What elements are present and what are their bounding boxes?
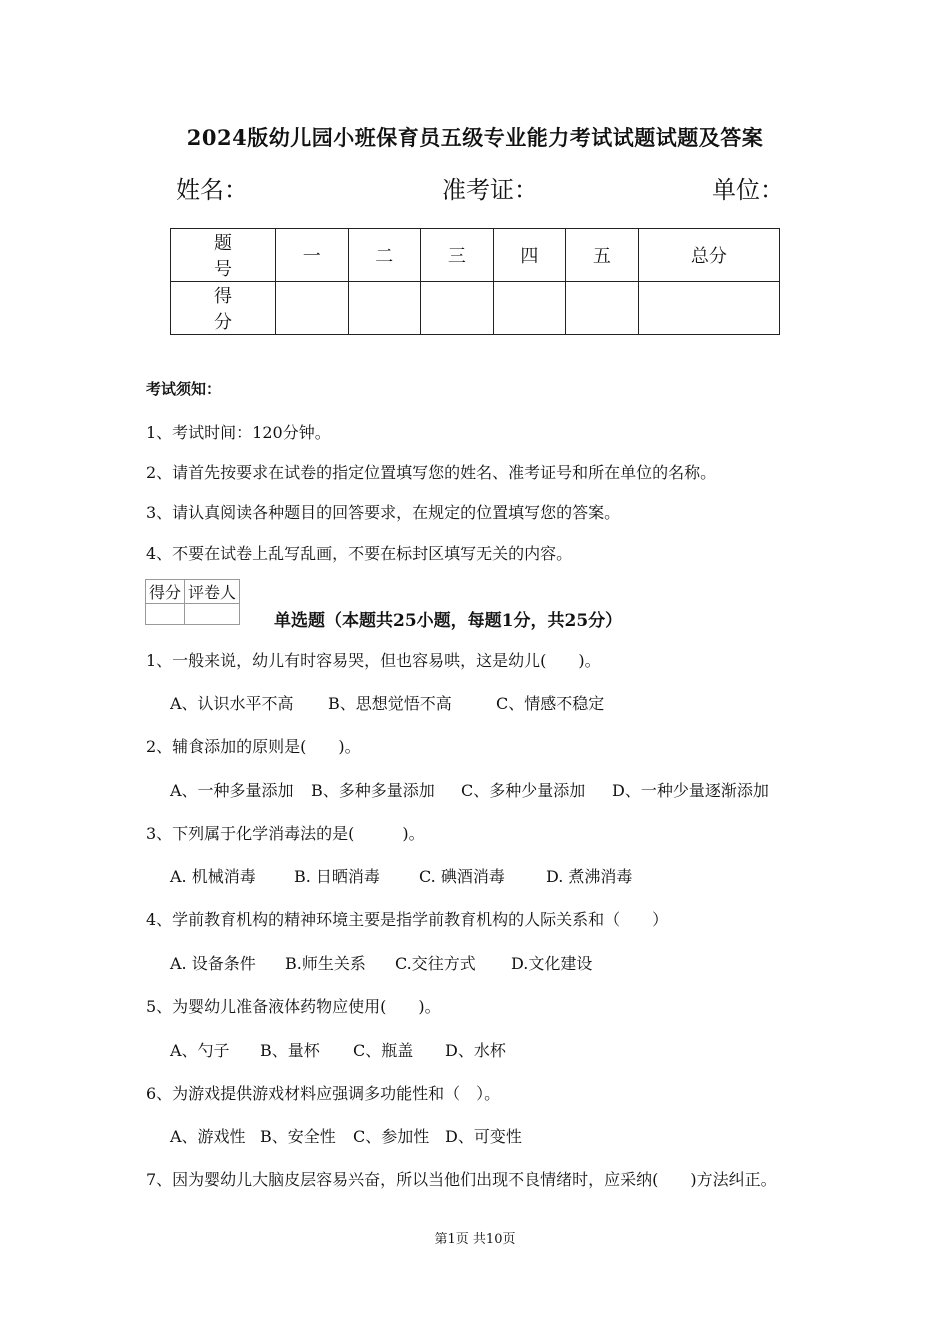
score-cell-2[interactable] <box>348 282 421 335</box>
notice-item: 3、请认真阅读各种题目的回答要求，在规定的位置填写您的答案。 <box>146 503 621 522</box>
option[interactable]: B、量杯 <box>260 1041 320 1060</box>
option[interactable]: A、认识水平不高 <box>170 694 294 713</box>
option[interactable]: B、安全性 <box>260 1127 336 1146</box>
option[interactable]: A、一种多量添加 <box>170 781 294 800</box>
score-cell-3[interactable] <box>421 282 494 335</box>
option[interactable]: A、勺子 <box>170 1041 230 1060</box>
question-options <box>170 864 632 887</box>
option[interactable]: C、瓶盖 <box>353 1041 414 1060</box>
notice-item: 1、考试时间：120分钟。 <box>146 423 331 442</box>
score-header-1: 一 <box>276 229 349 282</box>
option[interactable]: D.文化建设 <box>511 954 593 973</box>
score-header-total: 总分 <box>638 229 779 282</box>
question-text: 6、为游戏提供游戏材料应强调多功能性和（ ）。 <box>146 1084 501 1103</box>
option[interactable]: C、情感不稳定 <box>496 694 605 713</box>
option[interactable]: D. 煮沸消毒 <box>546 867 633 886</box>
unit-field-label: 单位： <box>712 176 784 204</box>
notice-heading: 考试须知： <box>146 380 222 398</box>
question-options <box>170 691 604 714</box>
option[interactable]: B.师生关系 <box>285 954 366 973</box>
question-options <box>170 1124 522 1147</box>
score-header-label: 题 号 <box>171 229 276 282</box>
score-cell-5[interactable] <box>566 282 639 335</box>
question-options <box>170 1038 506 1061</box>
name-field-label: 姓名： <box>176 176 248 204</box>
exam-number-field-label: 准考证： <box>442 176 538 204</box>
option[interactable]: C、参加性 <box>353 1127 430 1146</box>
score-table-score-row <box>171 282 780 335</box>
option[interactable]: D、一种少量逐渐添加 <box>612 781 769 800</box>
score-header-4: 四 <box>493 229 566 282</box>
score-table <box>170 228 780 335</box>
question-text: 4、学前教育机构的精神环境主要是指学前教育机构的人际关系和（ ） <box>146 910 669 929</box>
exam-title: 2024版幼儿园小班保育员五级专业能力考试试题试题及答案 <box>186 125 764 150</box>
question-text: 2、辅食添加的原则是( )。 <box>146 737 361 756</box>
option[interactable]: D、可变性 <box>445 1127 522 1146</box>
grader-score-cell[interactable] <box>146 604 185 625</box>
option[interactable]: B、多种多量添加 <box>311 781 435 800</box>
score-table-header-row <box>171 229 780 282</box>
question-options <box>170 951 592 974</box>
option[interactable]: B. 日晒消毒 <box>294 867 380 886</box>
option[interactable]: A. 设备条件 <box>170 954 256 973</box>
option[interactable]: C、多种少量添加 <box>461 781 586 800</box>
grader-box <box>145 579 240 625</box>
score-cell-total[interactable] <box>638 282 779 335</box>
option[interactable]: A、游戏性 <box>170 1127 246 1146</box>
option[interactable]: C. 碘酒消毒 <box>419 867 505 886</box>
grader-reviewer-cell[interactable] <box>185 604 240 625</box>
score-cell-1[interactable] <box>276 282 349 335</box>
score-header-5: 五 <box>566 229 639 282</box>
notice-item: 2、请首先按要求在试卷的指定位置填写您的姓名、准考证号和所在单位的名称。 <box>146 463 717 482</box>
question-text: 7、因为婴幼儿大脑皮层容易兴奋，所以当他们出现不良情绪时，应采纳( )方法纠正。 <box>146 1170 777 1189</box>
option[interactable]: A. 机械消毒 <box>170 867 256 886</box>
option[interactable]: D、水杯 <box>445 1041 506 1060</box>
score-header-2: 二 <box>348 229 421 282</box>
option[interactable]: C.交往方式 <box>395 954 476 973</box>
grader-reviewer-label: 评卷人 <box>185 580 240 604</box>
question-text: 3、下列属于化学消毒法的是( )。 <box>146 824 425 843</box>
question-text: 5、为婴幼儿准备液体药物应使用( )。 <box>146 997 441 1016</box>
score-row-label: 得 分 <box>171 282 276 335</box>
candidate-fields <box>0 170 950 204</box>
question-text: 1、一般来说，幼儿有时容易哭，但也容易哄，这是幼儿( )。 <box>146 651 601 670</box>
page-footer: 第1页 共10页 <box>434 1232 516 1247</box>
notice-item: 4、不要在试卷上乱写乱画，不要在标封区填写无关的内容。 <box>146 544 573 563</box>
grader-score-label: 得分 <box>146 580 185 604</box>
score-cell-4[interactable] <box>493 282 566 335</box>
option[interactable]: B、思想觉悟不高 <box>328 694 452 713</box>
question-options <box>170 778 769 801</box>
section-title: 单选题（本题共25小题，每题1分，共25分） <box>274 611 623 631</box>
score-header-3: 三 <box>421 229 494 282</box>
